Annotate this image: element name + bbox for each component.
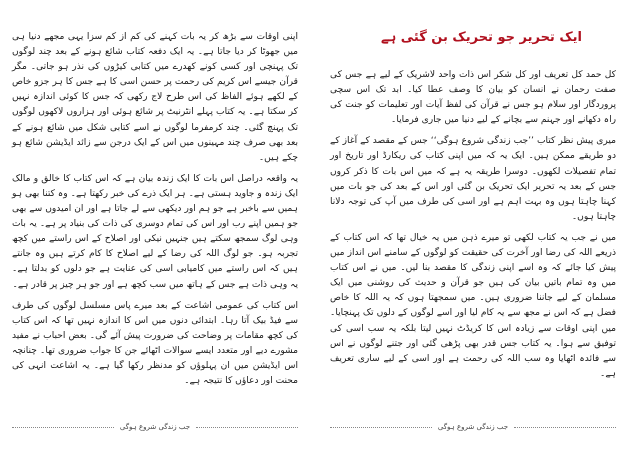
left-paragraph-2: یہ واقعہ دراصل اس بات کا ایک زندہ بیان ہے کہ اس کتاب کا خالق و مالک ایک زندہ و جاوید ہستی ہے۔ ہر ایک ذرے کی خبر رکھتا ہے۔ وہ کتنا بھی ہو ہمیں سے باخبر ہے جو ہم اور دیکھی سے لے جاتا ہے اور ان امیدوں سے بھی جو ہمیں اپنے رب اور اس کی تمام دوسری کی ذات کی بنیاد پر ہے۔ یہ بات وہی لوگ سمجھ سکتے ہیں جنہیں نیکی اور اصلاح کے اس راستے میں کچھ تجربہ ہو۔ جو لوگ اللہ کی رضا کے لیے اصلاح کا کام کرتے ہیں وہ جانتے ہیں کہ اس راستے میں کامیابی اسی کی عنایت ہے جو دلوں کو بدلتا ہے۔ یہ وہی ذات ہے جس کے ہاتھ میں سب کچھ ہے اور جو ہر چیز پر قادر ہے۔	[12, 173, 298, 290]
footer-book-title: جب زندگی شروع ہوگی	[437, 423, 509, 431]
footer-rule	[12, 427, 114, 428]
footer-rule	[514, 427, 616, 428]
left-page	[12, 30, 298, 430]
right-paragraph-1: کل حمد کل تعریف اور کل شکر اس ذات واحد لاشریک کے لیے ہے جس کی صفت رحمان نے انسان کو بیان کا وصف عطا کیا۔ ابد تک اس سچی پروردگار اور سلام ہو جس نے قرآن کی لفظ آیات اور تعلیمات کو جنت کی راہ دکھانے اور جہنم سے بچانے کے لیے دنیا میں جاری فرمایا۔	[330, 70, 616, 126]
left-page-footer	[12, 420, 298, 434]
footer-book-title: جب زندگی شروع ہوگی	[119, 423, 191, 431]
right-page	[330, 30, 616, 430]
right-paragraph-3: میں نے جب یہ کتاب لکھی تو میرے ذہن میں یہ خیال تھا کہ اس کتاب کے ذریعے اللہ کی رضا اور آخرت کی حقیقت کو لوگوں کے سامنے اس انداز میں پیش کیا جائے کہ وہ اسے اپنی زندگی کا مقصد بنا لیں۔ میں نے اس کتاب میں وہ تمام باتیں بیان کی ہیں جو قرآن و حدیث کی روشنی میں ایک مسلمان کے لیے جاننا ضروری ہیں۔ میں سمجھتا ہوں کہ یہ اللہ کا خاص فضل ہے کہ اس نے مجھ سے یہ کام لیا اور اسے لوگوں کے دلوں تک پہنچایا۔ میں اپنی اوقات سے زیادہ اس کا کریڈٹ نہیں لیتا بلکہ یہ سب اسی کی توفیق سے ہوا۔ یہ کتاب جس قدر بھی پڑھی گئی اور جتنے لوگوں نے اس سے فائدہ اٹھایا وہ سب اللہ کی رحمت ہے اور اسی کے لیے ساری تعریف ہے۔	[330, 232, 616, 379]
footer-rule	[196, 427, 298, 428]
chapter-title: ایک تحریر جو تحریک بن گئی ہے	[381, 30, 582, 45]
left-paragraph-1: اپنی اوقات سے بڑھ کر یہ بات کہنے کی کم از کم سزا یہی مجھے دنیا ہی میں جھوٹا کر دیا جاتا ہے۔ یہ ایک دفعہ کتاب شائع ہونے کے بعد چند لوگوں تک پہنچی اور کسی کونے کھدرے میں کتابی کیڑوں کی نذر ہو جاتی۔ مگر قرآن جیسے اس کریم کی رحمت پر حسن اسی کا ہے جس کا ہر جزو خاص کے لکھے ہوئے الفاظ کی اس طرح لاج رکھی کہ جس کا کوئی اندازہ نہیں کر سکتا ہے۔ یہ کتاب پہلے انٹرنیٹ پر شائع ہوئی اور ہزاروں لاکھوں لوگوں تک پہنچ گئی۔ چند کرمفرما لوگوں نے اسے کتابی شکل میں شائع ہونے کے بعد بھی صرف چند مہینوں میں اس کے ایک درجن سے زائد ایڈیشن شائع ہو چکے ہیں۔	[12, 32, 298, 163]
right-paragraph-2: میری پیش نظر کتاب ’’جب زندگی شروع ہوگی‘‘ جس کے مقصد کے آغاز کے دو طریقے ممکن ہیں۔ ایک یہ کہ میں اپنی کتاب کی ریکارڈ اور تاریخ اور تمام تفصیلات لکھوں۔ دوسرا طریقہ یہ ہے کہ میں اس بات کا ذکر کروں جس کے بعد یہ تحریر ایک تحریک بن گئی اور اس کے بعد کی جو بات میں کہنا چاہتا ہوں وہ بہت اہم ہے اور اسی کی طرف میں آپ کی توجہ دلانا چاہتا ہوں۔	[330, 136, 616, 222]
footer-rule	[330, 427, 432, 428]
right-page-footer	[330, 420, 616, 434]
left-paragraph-3: اس کتاب کی عمومی اشاعت کے بعد میرے پاس مسلسل لوگوں کی طرف سے فیڈ بیک آتا رہا۔ ابتدائی دنوں میں اس کا اندازہ نہیں تھا کہ اس کتاب کی کچھ مقامات پر وضاحت کی ضرورت پیش آئے گی۔ بعض احباب نے مفید مشورے دیے اور متعدد ایسے سوالات اٹھائے جن کا جواب ضروری تھا۔ چنانچہ اس ایڈیشن میں ان پہلوؤں کو مدنظر رکھا گیا ہے۔ یہ اشاعت انہی کی محنت اور دعاؤں کا نتیجہ ہے۔	[12, 300, 298, 387]
